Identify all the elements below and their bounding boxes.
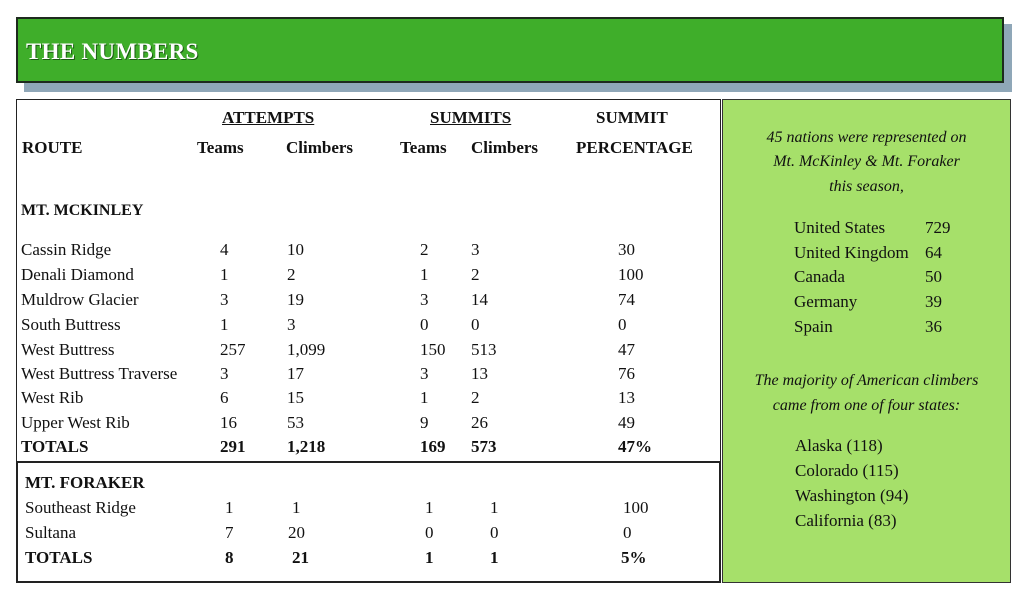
title-banner (16, 17, 1004, 83)
summit-percentage: 0 (623, 523, 632, 542)
summit-climbers: 0 (490, 523, 499, 542)
summit-climbers: 1 (490, 498, 499, 517)
summit-climbers: 0 (471, 315, 480, 334)
country-count: 36 (925, 317, 942, 336)
summit-climbers: 2 (471, 265, 480, 284)
state-item: Washington (94) (795, 486, 909, 505)
nations-line-1: 45 nations were represented on (766, 129, 967, 146)
summit-teams: 150 (420, 340, 446, 359)
summit-percentage: 49 (618, 413, 635, 432)
attempt-teams: 257 (220, 340, 246, 359)
attempts-heading: ATTEMPTS (222, 108, 315, 127)
attempt-climbers: 1,099 (287, 340, 326, 359)
nations-line-2: Mt. McKinley & Mt. Foraker (773, 153, 960, 170)
summit-climbers: 513 (471, 340, 497, 359)
summits-climbers-heading: Climbers (471, 138, 539, 157)
table-row (17, 265, 722, 290)
summit-climbers: 13 (471, 364, 488, 383)
attempt-climbers: 3 (287, 315, 296, 334)
route-name: Denali Diamond (21, 265, 134, 284)
page-title: THE NUMBERS (26, 39, 199, 64)
country-name: United Kingdom (794, 243, 909, 262)
attempt-teams: 1 (220, 265, 229, 284)
table-row (17, 315, 722, 340)
summit-teams: 2 (420, 240, 429, 259)
table-row (17, 290, 722, 315)
attempt-climbers: 1 (292, 498, 301, 517)
summit-climbers: 26 (471, 413, 488, 432)
attempt-teams: 8 (225, 548, 234, 567)
totals-row (18, 548, 723, 573)
summit-percentage: 100 (623, 498, 649, 517)
states-line-2: came from one of four states: (772, 397, 961, 414)
attempt-climbers: 1,218 (287, 437, 326, 456)
summit-percentage: 5% (621, 548, 647, 567)
summit-teams: 1 (425, 548, 434, 567)
summit-teams: 3 (420, 364, 429, 383)
table-row (17, 340, 722, 365)
summit-percentage: 47% (618, 437, 652, 456)
state-item: California (83) (795, 511, 897, 530)
attempt-teams: 3 (220, 290, 229, 309)
country-name: Canada (794, 267, 845, 286)
table-header (16, 99, 721, 176)
summit-climbers: 573 (471, 437, 497, 456)
nations-line-3: this season, (829, 178, 904, 195)
summit-percentage: 13 (618, 388, 635, 407)
route-name: Muldrow Glacier (21, 290, 139, 309)
summit-teams: 169 (420, 437, 446, 456)
summit-teams: 0 (420, 315, 429, 334)
attempt-teams: 4 (220, 240, 229, 259)
attempt-teams: 1 (225, 498, 234, 517)
state-item: Colorado (115) (795, 461, 899, 480)
attempt-teams: 7 (225, 523, 234, 542)
attempt-climbers: 15 (287, 388, 304, 407)
summit-percentage: 47 (618, 340, 635, 359)
summit-climbers: 14 (471, 290, 488, 309)
table-row (17, 364, 722, 389)
summit-percentage: 30 (618, 240, 635, 259)
summit-climbers: 3 (471, 240, 480, 259)
attempt-teams: 6 (220, 388, 229, 407)
attempt-climbers: 2 (287, 265, 296, 284)
attempt-climbers: 10 (287, 240, 304, 259)
totals-row (17, 437, 722, 462)
attempt-teams: 1 (220, 315, 229, 334)
country-count: 50 (925, 267, 942, 286)
table-row (17, 240, 722, 265)
attempt-climbers: 19 (287, 290, 304, 309)
attempt-climbers: 21 (292, 548, 309, 567)
country-name: United States (794, 218, 886, 237)
attempt-climbers: 17 (287, 364, 304, 383)
attempts-teams-heading: Teams (197, 138, 244, 157)
route-name: Southeast Ridge (25, 498, 136, 517)
summit-percentage: 74 (618, 290, 635, 309)
summit-climbers: 2 (471, 388, 480, 407)
summit-percentage: 100 (618, 265, 644, 284)
totals-label: TOTALS (25, 548, 93, 567)
route-heading: ROUTE (22, 138, 83, 157)
attempts-climbers-heading: Climbers (286, 138, 354, 157)
mckinley-title: MT. MCKINLEY (21, 202, 144, 219)
route-name: West Buttress Traverse (21, 364, 178, 383)
attempt-teams: 16 (220, 413, 237, 432)
route-name: South Buttress (21, 315, 121, 334)
summit-teams: 0 (425, 523, 434, 542)
table-row (18, 498, 723, 523)
country-name: Germany (794, 292, 858, 311)
totals-label: TOTALS (21, 437, 89, 456)
country-count: 39 (925, 292, 942, 311)
summit-teams: 1 (420, 388, 429, 407)
attempt-climbers: 20 (288, 523, 305, 542)
table-row (18, 523, 723, 548)
summit-heading: SUMMIT (596, 108, 668, 127)
attempt-teams: 3 (220, 364, 229, 383)
table-row (17, 413, 722, 438)
mckinley-section (16, 175, 721, 462)
country-count: 729 (925, 218, 951, 237)
summits-teams-heading: Teams (400, 138, 447, 157)
route-name: West Buttress (21, 340, 115, 359)
route-name: Upper West Rib (21, 413, 130, 432)
summit-teams: 3 (420, 290, 429, 309)
nations-sidebar (722, 99, 1011, 583)
country-count: 64 (925, 243, 942, 262)
country-name: Spain (794, 317, 833, 336)
table-row (17, 388, 722, 413)
summit-climbers: 1 (490, 548, 499, 567)
route-name: Cassin Ridge (21, 240, 112, 259)
route-name: West Rib (21, 388, 84, 407)
summit-teams: 1 (425, 498, 434, 517)
state-item: Alaska (118) (795, 436, 883, 455)
foraker-title: MT. FORAKER (25, 473, 145, 492)
summit-teams: 1 (420, 265, 429, 284)
summit-teams: 9 (420, 413, 429, 432)
summit-percentage: 76 (618, 364, 635, 383)
states-line-1: The majority of American climbers (754, 372, 979, 389)
percentage-heading: PERCENTAGE (576, 138, 693, 157)
foraker-section (16, 461, 721, 583)
attempt-teams: 291 (220, 437, 246, 456)
summits-heading: SUMMITS (430, 108, 512, 127)
attempt-climbers: 53 (287, 413, 304, 432)
summit-percentage: 0 (618, 315, 627, 334)
route-name: Sultana (25, 523, 76, 542)
